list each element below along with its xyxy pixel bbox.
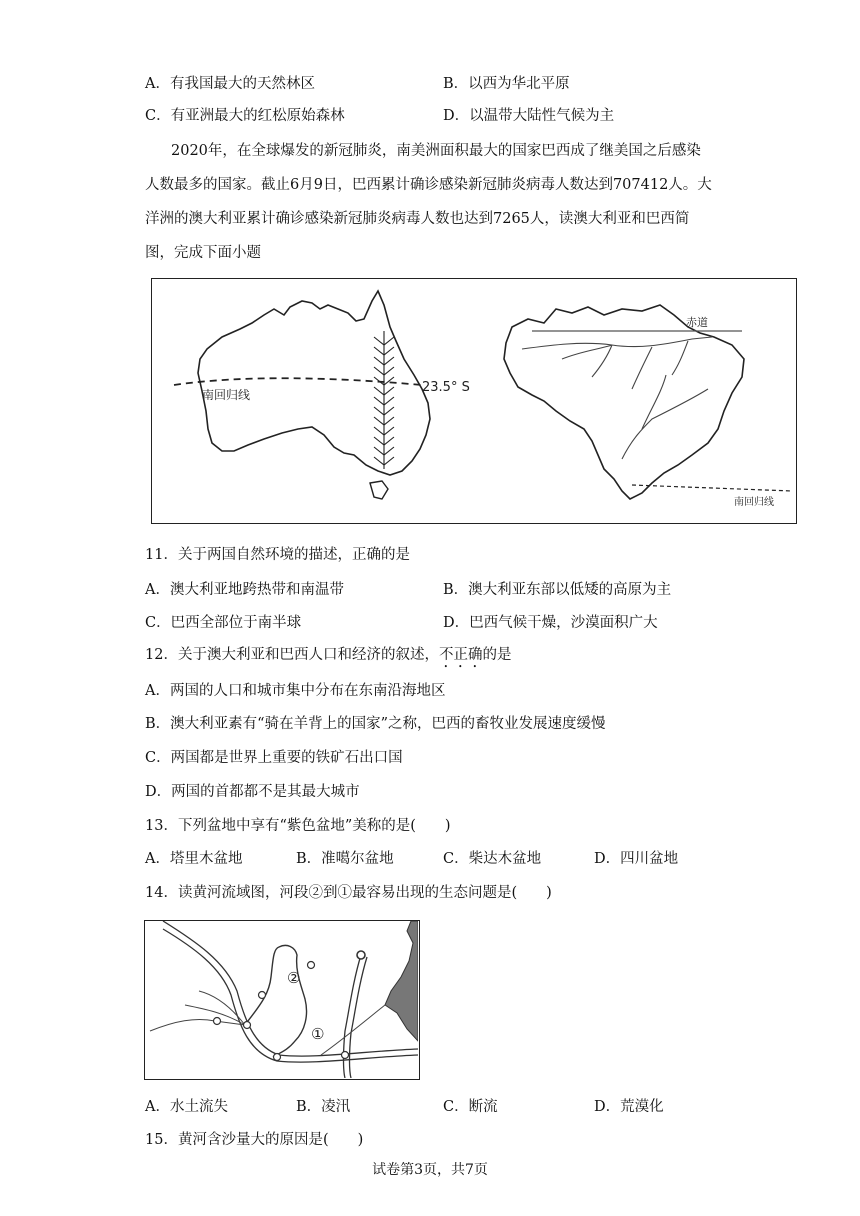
q10-option-a: A．有我国最大的天然林区 <box>145 76 315 92</box>
q11-option-a: A．澳大利亚地跨热带和南温带 <box>145 582 344 598</box>
brazil-outline <box>504 305 744 499</box>
q14-option-d: D．荒漠化 <box>594 1099 664 1115</box>
q13-option-b: B．准噶尔盆地 <box>296 851 394 867</box>
yellow-river-basin-map <box>144 920 420 1080</box>
q14-option-a: A．水土流失 <box>145 1099 228 1115</box>
q13-option-d: D．四川盆地 <box>594 851 679 867</box>
q13-option-c: C．柴达木盆地 <box>443 851 542 867</box>
q11-stem: 11．关于两国自然环境的描述，正确的是 <box>145 547 410 563</box>
reading-passage: 2020年，在全球爆发的新冠肺炎，南美洲面积最大的国家巴西成了继美国之后感染人数最多的国家。截止6月9日，巴西累计确诊感染新冠肺炎病毒人数达到707412人。大洋洲的澳大利亚累计确诊感染新冠肺炎病毒人数也达到7265人，读澳大利亚和巴西简图，完成下面小题 <box>145 143 712 261</box>
q12-option-c: C．两国都是世界上重要的铁矿石出口国 <box>145 750 403 766</box>
tasmania-outline <box>370 481 388 499</box>
q12-stem-emphasis: 不正确 <box>438 647 483 663</box>
latitude-label: 23.5° S <box>422 380 470 395</box>
q13-stem: 13．下列盆地中享有“紫色盆地”美称的是( ) <box>145 818 451 834</box>
tropic-line-right <box>632 485 792 491</box>
q10-option-d: D．以温带大陆性气候为主 <box>443 108 615 124</box>
q12-stem <box>145 645 511 671</box>
q13-option-a: A．塔里木盆地 <box>145 851 243 867</box>
q11-option-b: B．澳大利亚东部以低矮的高原为主 <box>443 582 672 598</box>
q15-stem: 15．黄河含沙量大的原因是( ) <box>145 1132 364 1148</box>
q11-option-c: C．巴西全部位于南半球 <box>145 615 302 631</box>
q14-option-c: C．断流 <box>443 1099 498 1115</box>
section-label-1: ① <box>311 1025 325 1043</box>
q14-option-b: B．凌汛 <box>296 1099 351 1115</box>
sea-area <box>385 921 418 1041</box>
yellow-river <box>245 945 307 1057</box>
q12-stem-before: 12．关于澳大利亚和巴西人口和经济的叙述， <box>145 647 439 663</box>
q12-option-b: B．澳大利亚素有“骑在羊背上的国家”之称，巴西的畜牧业发展速度缓慢 <box>145 716 606 732</box>
mountain-range-hatching <box>374 331 394 469</box>
city-markers <box>214 962 349 1061</box>
q14-stem: 14．读黄河流域图，河段②到①最容易出现的生态问题是( ) <box>145 885 552 901</box>
q12-option-a: A．两国的人口和城市集中分布在东南沿海地区 <box>145 683 446 699</box>
capital-marker <box>357 951 365 959</box>
equator-label: 赤道 <box>686 316 708 329</box>
q12-stem-after: 的是 <box>482 647 512 663</box>
q10-option-b: B．以西为华北平原 <box>443 76 570 92</box>
section-label-2: ② <box>287 969 301 987</box>
brazil-rivers <box>522 337 712 459</box>
tropic-label-right: 南回归线 <box>734 497 774 508</box>
page-footer: 试卷第3页，共7页 <box>372 1162 488 1178</box>
q12-option-d: D．两国的首都都不是其最大城市 <box>145 784 360 800</box>
australia-brazil-map <box>151 278 797 524</box>
railway-lines <box>163 921 418 1078</box>
tropic-label-left: 南回归线 <box>202 388 251 402</box>
q10-option-c: C．有亚洲最大的红松原始森林 <box>145 108 345 124</box>
q11-option-d: D．巴西气候干燥，沙漠面积广大 <box>443 615 658 631</box>
